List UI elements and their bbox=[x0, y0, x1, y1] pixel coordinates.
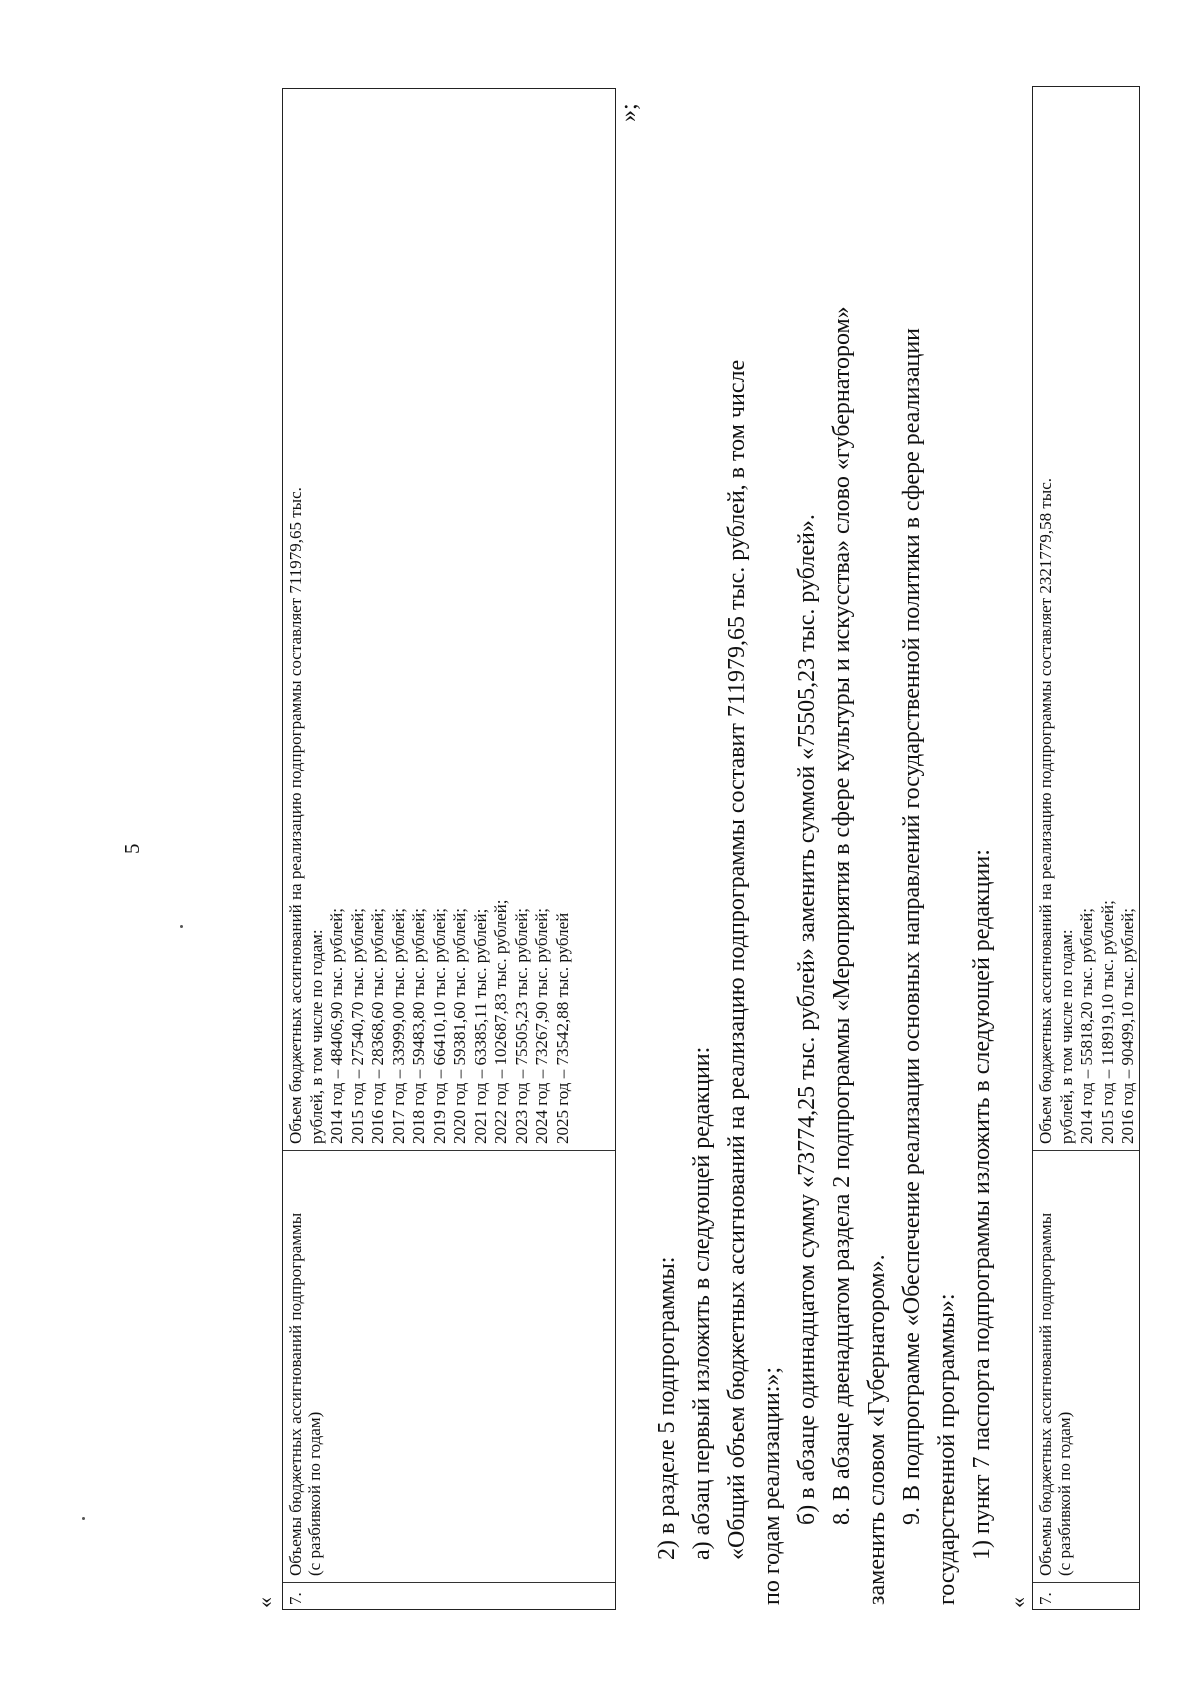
table1-content-line: 2025 год – 73542,88 тыс. рублей bbox=[552, 912, 572, 1144]
rotated-document-page bbox=[20, 30, 1180, 1670]
table1-open-quote: « bbox=[252, 1597, 277, 1608]
body-line: 2) в разделе 5 подпрограммы: bbox=[654, 1256, 680, 1560]
body-line: по годам реализации:»; bbox=[759, 1366, 785, 1605]
table1-content-line: 2017 год – 33999,00 тыс. рублей; bbox=[388, 908, 408, 1144]
table2-content-line: 2016 год – 90499,10 тыс. рублей; bbox=[1118, 908, 1137, 1144]
scan-speck bbox=[82, 1517, 85, 1520]
table2-content-line: 2014 год – 55818,20 тыс. рублей; bbox=[1077, 908, 1096, 1144]
table2-number-cell: 7. bbox=[1033, 1582, 1139, 1609]
body-line: б) в абзаце одиннадцатом сумму «73774,25 тыс. рублей» заменить суммой «75505,23 тыс. рублей». bbox=[794, 514, 820, 1525]
table2-content-line: рублей, в том числе по годам: bbox=[1056, 929, 1076, 1144]
table1-label-line-2: (с разбивкой по годам) bbox=[305, 1411, 324, 1576]
body-line: заменить словом «Губернатором». bbox=[864, 1254, 890, 1605]
table1-content-line: 2023 год – 75505,23 тыс. рублей; bbox=[511, 908, 531, 1144]
table2-label-cell bbox=[1033, 1150, 1139, 1582]
table1-content-line: Объем бюджетных ассигнований на реализацию подпрограммы составляет 711979,65 тыс. bbox=[286, 487, 305, 1144]
table1-number-cell: 7. bbox=[283, 1582, 615, 1609]
table1-label-cell bbox=[283, 1150, 615, 1582]
table1-content-cell bbox=[283, 89, 615, 1150]
table2 bbox=[1032, 86, 1140, 1610]
table2-label-line-2: (с разбивкой по годам) bbox=[1055, 1411, 1074, 1576]
scan-speck bbox=[180, 925, 183, 928]
table1-content-line: 2016 год – 28368,60 тыс. рублей; bbox=[368, 908, 387, 1144]
table2-content-line: Объем бюджетных ассигнований на реализацию подпрограммы составляет 2321779,58 тыс. bbox=[1036, 477, 1055, 1144]
body-text bbox=[650, 85, 1000, 1605]
table1-content-line: 2015 год – 27540,70 тыс. рублей; bbox=[347, 908, 367, 1144]
body-line: 9. В подпрограмме «Обеспечение реализации основных направлений государственной политики в сфере реализации bbox=[899, 327, 925, 1525]
table1-close-quote: »; bbox=[616, 103, 642, 122]
body-line: 8. В абзаце двенадцатом раздела 2 подпрограммы «Мероприятия в сфере культуры и искусства» слово «губернатором» bbox=[829, 306, 855, 1525]
table2-open-quote: « bbox=[1005, 1597, 1030, 1608]
table1-content-line: 2020 год – 59381,60 тыс. рублей; bbox=[450, 908, 469, 1144]
table1-content-line: 2024 год – 73267,90 тыс. рублей; bbox=[532, 908, 551, 1144]
body-line: а) абзац первый изложить в следующей редакции: bbox=[689, 1046, 715, 1560]
table1-content-line: 2022 год – 102687,83 тыс. рублей; bbox=[491, 899, 510, 1144]
table1-content-line: рублей, в том числе по годам: bbox=[306, 929, 326, 1144]
body-line: государственной программы»: bbox=[934, 1293, 960, 1605]
table1-content-line: 2019 год – 66410,10 тыс. рублей; bbox=[429, 908, 449, 1144]
table1-label-line-1: Объемы бюджетных ассигнований подпрограммы bbox=[286, 1212, 305, 1576]
table1-content-line: 2014 год – 48406,90 тыс. рублей; bbox=[327, 908, 346, 1144]
body-line: 1) пункт 7 паспорта подпрограммы изложить в следующей редакции: bbox=[969, 849, 995, 1560]
table1 bbox=[282, 88, 616, 1610]
table2-content-line: 2015 год – 118919,10 тыс. рублей; bbox=[1097, 900, 1117, 1144]
table1-content-line: 2021 год – 63385,11 тыс. рублей; bbox=[470, 908, 490, 1144]
page-number: 5 bbox=[120, 843, 144, 854]
table2-content-cell bbox=[1033, 87, 1139, 1150]
body-line: «Общий объем бюджетных ассигнований на реализацию подпрограммы составит 711979,65 тыс. рублей, в том числе bbox=[724, 359, 750, 1560]
table2-label-line-1: Объемы бюджетных ассигнований подпрограммы bbox=[1036, 1212, 1055, 1576]
table1-content-line: 2018 год – 59483,80 тыс. рублей; bbox=[409, 908, 428, 1144]
